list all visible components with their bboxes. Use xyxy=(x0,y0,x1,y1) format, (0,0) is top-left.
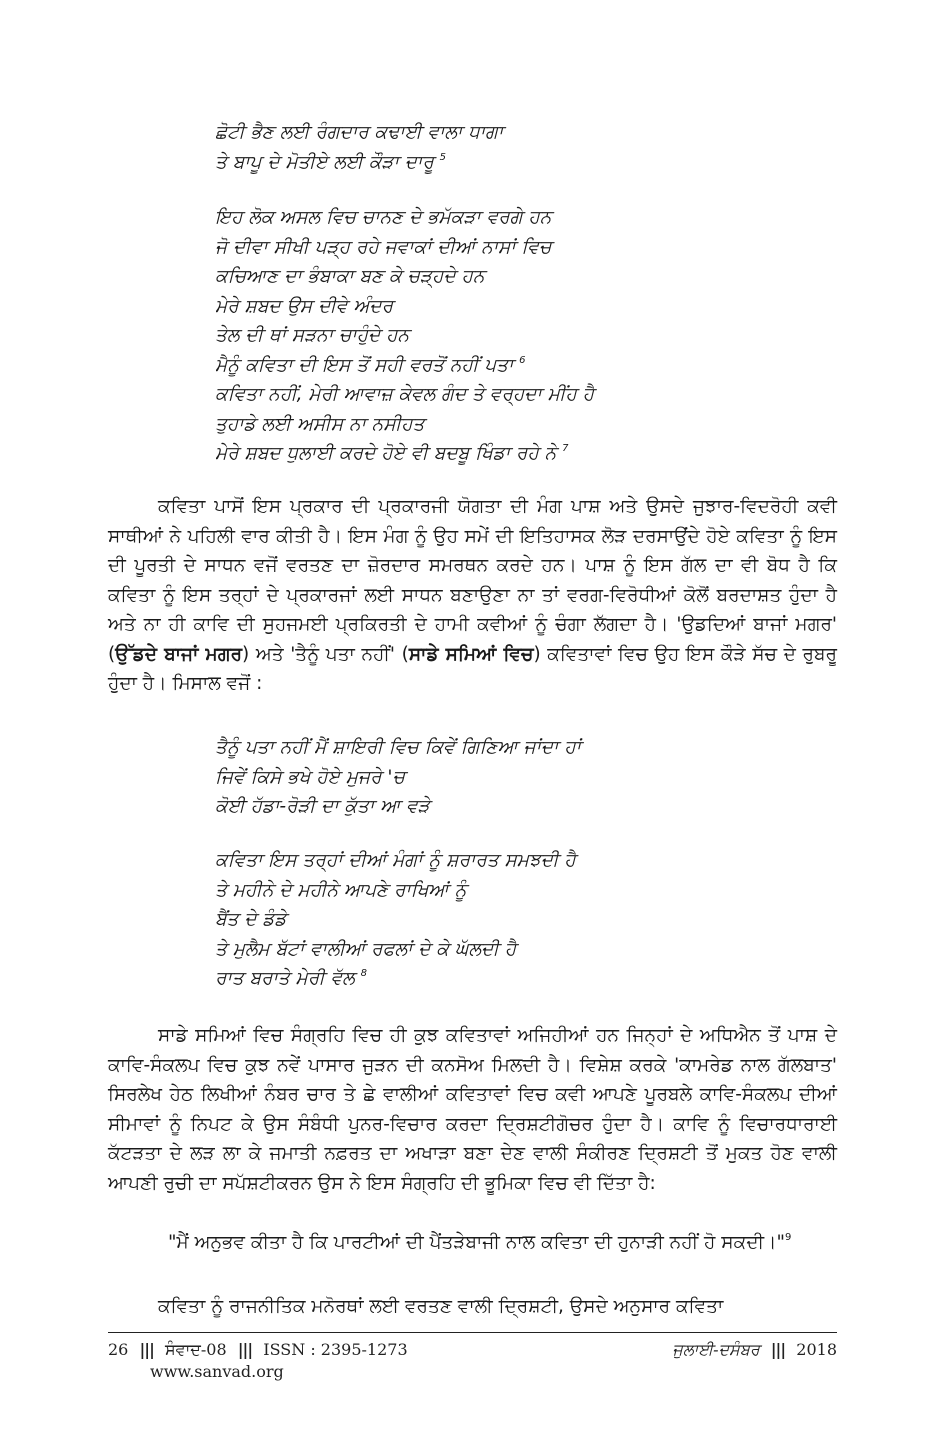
bold-title: ਉੱਡਦੇ ਬਾਜਾਂ ਮਗਰ xyxy=(115,643,243,665)
poem-line: ਕਵਿਤਾ ਨਹੀਂ, ਮੇਰੀ ਆਵਾਜ਼ ਕੇਵਲ ਗੰਦ ਤੇ ਵਰ੍ਹਦਾ ਮੀਂਹ ਹੈ xyxy=(215,384,594,405)
issue-period: ਜੁਲਾਈ-ਦਸੰਬਰ xyxy=(672,1340,760,1359)
footnote-marker[interactable]: 5 xyxy=(439,151,446,163)
poem-line: ਮੈਨੂੰ ਕਵਿਤਾ ਦੀ ਇਸ ਤੋਂ ਸਹੀ ਵਰਤੋਂ ਨਹੀਂ ਪਤਾ $^6$ xyxy=(215,354,526,376)
issue-year: 2018 xyxy=(796,1340,837,1359)
bold-title: ਸਾਡੇ ਸਮਿਆਂ ਵਿਚ xyxy=(408,643,534,665)
poem-line: ਤੇਲ ਦੀ ਥਾਂ ਸੜਨਾ ਚਾਹੁੰਦੇ ਹਨ xyxy=(215,325,410,346)
footnote-marker[interactable]: 7 xyxy=(562,443,569,454)
footnote-marker[interactable]: 8 xyxy=(360,968,367,979)
poem-excerpt-2 xyxy=(215,203,594,469)
poem-line: ਜਿਵੇਂ ਕਿਸੇ ਭਖੇ ਹੋਏ ਮੁਜਰੇ 'ਚ xyxy=(215,766,405,788)
footer-right xyxy=(672,1340,837,1360)
body-paragraph-2: ਸਾਡੇ ਸਮਿਆਂ ਵਿਚ ਸੰਗ੍ਰਹਿ ਵਿਚ ਹੀ ਕੁਝ ਕਵਿਤਾਵਾਂ ਅਜਿਹੀਆਂ ਹਨ ਜਿਨ੍ਹਾਂ ਦੇ ਅਧਿਐਨ ਤੋਂ ਪਾਸ਼ ਦੇ ਕਾਵਿ-ਸੰਕਲਪ ਵਿਚ ਕੁਝ ਨਵੇਂ ਪਾਸਾਰ ਜੁੜਨ ਦੀ ਕਨਸੋਅ ਮਿਲਦੀ ਹੈ। ਵਿਸ਼ੇਸ਼ ਕਰਕੇ 'ਕਾਮਰੇਡ ਨਾਲ ਗੱਲਬਾਤ' ਸਿਰਲੇਖ ਹੇਠ ਲਿਖੀਆਂ ਨੰਬਰ ਚਾਰ ਤੇ ਛੇ ਵਾਲੀਆਂ ਕਵਿਤਾਵਾਂ ਵਿਚ ਕਵੀ ਆਪਣੇ ਪੂਰਬਲੇ ਕਾਵਿ-ਸੰਕਲਪ ਦੀਆਂ ਸੀਮਾਵਾਂ ਨੂੰ ਨਿਪਟ ਕੇ ਉਸ ਸੰਬੰਧੀ ਪੁਨਰ-ਵਿਚਾਰ ਕਰਦਾ ਦ੍ਰਿਸ਼ਟੀਗੋਚਰ ਹੁੰਦਾ ਹੈ। ਕਾਵਿ ਨੂੰ ਵਿਚਾਰਧਾਰਾਈ ਕੱਟੜਤਾ ਦੇ ਲੜ ਲਾ ਕੇ ਜਮਾਤੀ ਨਫ਼ਰਤ ਦਾ ਅਖਾੜਾ ਬਣਾ ਦੇਣ ਵਾਲੀ ਸੰਕੀਰਣ ਦ੍ਰਿਸ਼ਟੀ ਤੋਂ ਮੁਕਤ ਹੋਣ ਵਾਲੀ ਆਪਣੀ ਰੁਚੀ ਦਾ ਸਪੱਸ਼ਟੀਕਰਨ ਉਸ ਨੇ ਇਸ ਸੰਗ੍ਰਹਿ ਦੀ ਭੂਮਿਕਾ ਵਿਚ ਵੀ ਦਿੱਤਾ ਹੈ: xyxy=(108,1025,837,1194)
separator-bars: ||| xyxy=(139,1340,154,1359)
footnote-marker[interactable]: 9 xyxy=(785,1232,792,1243)
poem-line: ਕੋਈ ਹੱਡਾ-ਰੋੜੀ ਦਾ ਕੁੱਤਾ ਆ ਵੜੇ xyxy=(215,796,430,817)
body-paragraph-3: ਕਵਿਤਾ ਨੂੰ ਰਾਜਨੀਤਿਕ ਮਨੋਰਥਾਂ ਲਈ ਵਰਤਣ ਵਾਲੀ ਦ੍ਰਿਸ਼ਟੀ, ਉਸਦੇ ਅਨੁਸਾਰ ਕਵਿਤਾ xyxy=(158,1296,724,1317)
footer-left xyxy=(108,1340,408,1360)
poem-line: ਰਾਤ ਬਰਾਤੇ ਮੇਰੀ ਵੱਲ $^8$ xyxy=(215,968,367,989)
poem-line: ਛੋਟੀ ਭੈਣ ਲਈ ਰੰਗਦਾਰ ਕਢਾਈ ਵਾਲਾ ਧਾਗਾ xyxy=(215,122,504,143)
poem-line: ਮੇਰੇ ਸ਼ਬਦ ਉਸ ਦੀਵੇ ਅੰਦਰ xyxy=(215,295,393,317)
separator-bars: ||| xyxy=(237,1340,253,1359)
poem-excerpt-1 xyxy=(215,118,503,177)
poem-line: ਤੇ ਮਹੀਨੇ ਦੇ ਮਹੀਨੇ ਆਪਣੇ ਰਾਖਿਆਂ ਨੂੰ xyxy=(215,879,467,901)
poem-line: ਤੇ ਬਾਪੂ ਦੇ ਮੋਤੀਏ ਲਈ ਕੌੜਾ ਦਾਰੂ $^5$ xyxy=(215,151,446,173)
poem-excerpt-4 xyxy=(215,846,576,994)
website-link[interactable]: www.sanvad.org xyxy=(150,1362,284,1381)
footer-divider xyxy=(108,1332,837,1333)
poem-line: ਤੁਹਾਡੇ ਲਈ ਅਸੀਸ ਨਾ ਨਸੀਹਤ xyxy=(215,413,425,435)
journal-name: ਸੰਵਾਦ-08 xyxy=(165,1340,227,1359)
poem-line: ਮੇਰੇ ਸ਼ਬਦ ਧੁਲਾਈ ਕਰਦੇ ਹੋਏ ਵੀ ਬਦਬੂ ਖਿੰਡਾ ਰਹੇ ਨੇ $^7$ xyxy=(215,443,569,464)
poem-line: ਤੇ ਮੁਲੈਮ ਬੱਟਾਂ ਵਾਲੀਆਂ ਰਫਲਾਂ ਦੇ ਕੇ ਘੱਲਦੀ ਹੈ xyxy=(215,938,517,960)
poem-line: ਕਚਿਆਣ ਦਾ ਭੰਬਾਕਾ ਬਣ ਕੇ ਚੜ੍ਹਦੇ ਹਨ xyxy=(215,266,485,287)
footnote-marker[interactable]: 6 xyxy=(519,354,526,366)
poem-line: ਤੈਨੂੰ ਪਤਾ ਨਹੀਂ ਮੈਂ ਸ਼ਾਇਰੀ ਵਿਚ ਕਿਵੇਂ ਗਿਣਿਆ ਜਾਂਦਾ ਹਾਂ xyxy=(215,737,581,758)
body-paragraph-1: ਕਵਿਤਾ ਪਾਸੋਂ ਇਸ ਪ੍ਰਕਾਰ ਦੀ ਪ੍ਰਕਾਰਜੀ ਯੋਗਤਾ ਦੀ ਮੰਗ ਪਾਸ਼ ਅਤੇ ਉਸਦੇ ਜੁਝਾਰ-ਵਿਦਰੋਹੀ ਕਵੀ ਸਾਥੀਆਂ ਨੇ ਪਹਿਲੀ ਵਾਰ ਕੀਤੀ ਹੈ। ਇਸ ਮੰਗ ਨੂੰ ਉਹ ਸਮੇਂ ਦੀ ਇਤਿਹਾਸਕ ਲੋੜ ਦਰਸਾਉਂਦੇ ਹੋਏ ਕਵਿਤਾ ਨੂੰ ਇਸ ਦੀ ਪੂਰਤੀ ਦੇ ਸਾਧਨ ਵਜੋਂ ਵਰਤਣ ਦਾ ਜ਼ੋਰਦਾਰ ਸਮਰਥਨ ਕਰਦੇ ਹਨ। ਪਾਸ਼ ਨੂੰ ਇਸ ਗੱਲ ਦਾ ਵੀ ਬੋਧ ਹੈ ਕਿ ਕਵਿਤਾ ਨੂੰ ਇਸ ਤਰ੍ਹਾਂ ਦੇ ਪ੍ਰਕਾਰਜਾਂ ਲਈ ਸਾਧਨ ਬਣਾਉਣਾ ਨਾ ਤਾਂ ਵਰਗ-ਵਿਰੋਧੀਆਂ ਕੋਲੋਂ ਬਰਦਾਸ਼ਤ ਹੁੰਦਾ ਹੈ ਅਤੇ ਨਾ ਹੀ ਕਾਵਿ ਦੀ ਸੁਹਜਮਈ ਪ੍ਰਕਿਰਤੀ ਦੇ ਹਾਮੀ ਕਵੀਆਂ ਨੂੰ ਚੰਗਾ ਲੱਗਦਾ ਹੈ। 'ਉਡਦਿਆਂ ਬਾਜਾਂ ਮਗਰ' (ਉੱਡਦੇ ਬਾਜਾਂ ਮਗਰ) ਅਤੇ 'ਤੈਨੂੰ ਪਤਾ ਨਹੀਂ' (ਸਾਡੇ ਸਮਿਆਂ ਵਿਚ) ਕਵਿਤਾਵਾਂ ਵਿਚ ਉਹ ਇਸ ਕੌੜੇ ਸੱਚ ਦੇ ਰੁਬਰੂ ਹੁੰਦਾ ਹੈ। ਮਿਸਾਲ ਵਜੋਂ : xyxy=(108,496,837,694)
poem-line: ਬੈਂਤ ਦੇ ਡੰਡੇ xyxy=(215,909,287,930)
poem-excerpt-3 xyxy=(215,733,581,822)
page-number: 26 xyxy=(108,1340,129,1359)
poem-line: ਕਵਿਤਾ ਇਸ ਤਰ੍ਹਾਂ ਦੀਆਂ ਮੰਗਾਂ ਨੂੰ ਸ਼ਰਾਰਤ ਸਮਝਦੀ ਹੈ xyxy=(215,850,576,871)
issn: ISSN : 2395-1273 xyxy=(263,1340,408,1359)
separator-bars: ||| xyxy=(770,1340,786,1359)
block-quote: "ਮੈਂ ਅਨੁਭਵ ਕੀਤਾ ਹੈ ਕਿ ਪਾਰਟੀਆਂ ਦੀ ਪੈਂਤੜੇਬਾਜੀ ਨਾਲ ਕਵਿਤਾ ਦੀ ਹੁਨਾੜੀ ਨਹੀਂ ਹੋ ਸਕਦੀ।"$^9$ xyxy=(168,1232,792,1253)
poem-line: ਇਹ ਲੋਕ ਅਸਲ ਵਿਚ ਚਾਨਣ ਦੇ ਭਮੱਕੜਾ ਵਰਗੇ ਹਨ xyxy=(215,207,552,228)
poem-line: ਜੋ ਦੀਵਾ ਸੀਖੀ ਪੜ੍ਹ ਰਹੇ ਜਵਾਕਾਂ ਦੀਆਂ ਨਾਸਾਂ ਵਿਚ xyxy=(215,236,552,258)
